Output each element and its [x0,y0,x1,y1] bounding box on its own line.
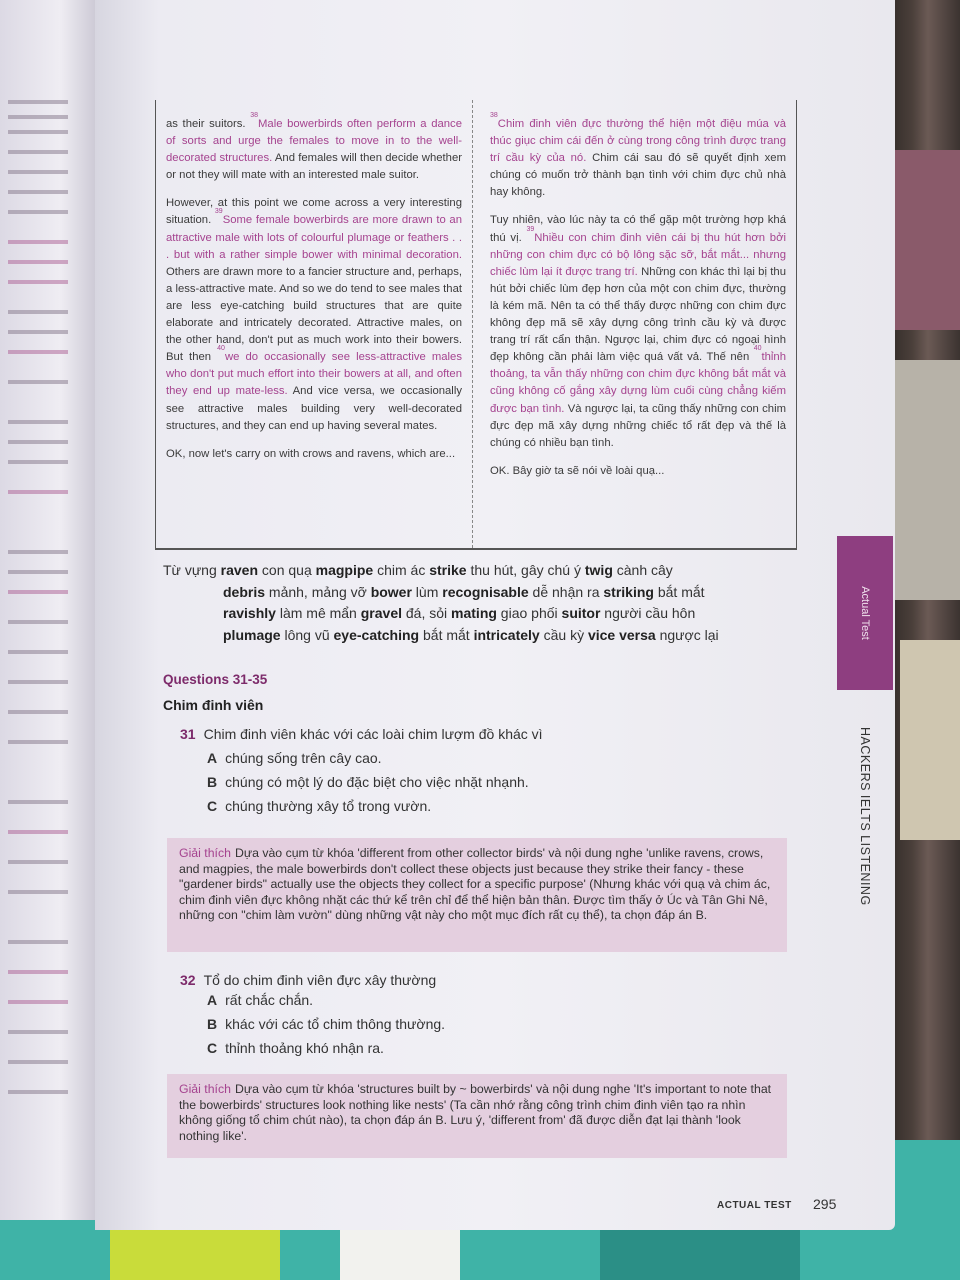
transcript-box [155,100,797,550]
section-side-tab [837,536,893,690]
transcript-text: And vice versa, we occasionally see attractive males building very well-decorated structures, and they can end up having several mates. [166,385,462,432]
vocabulary-entry: vice versa ngược lại [587,626,719,643]
question-32-option-c[interactable]: C thỉnh thoảng khó nhận ra. [207,1040,384,1056]
explanation-32 [167,1074,787,1158]
question-marker: 38 [250,112,258,119]
question-text: Chim đinh viên khác với các loài chim lượm đồ khác vì [203,726,543,742]
vocabulary-entry: gravel đá, sỏi [360,605,452,621]
transcript-paragraph: OK. Bây giờ ta sẽ nói về loài quạ... [490,464,665,477]
question-text: Tổ do chim đinh viên đực xây thường [203,972,437,988]
highlighted-text: $^{40}$we do occasionally see less-attractive males who don't put much effort into their bowers at all, and often they end up mate-less. [166,345,462,398]
vocabulary-label: Từ vựng [163,562,221,578]
highlighted-text: $^{39}$Nhiều con chim đinh viên cái bị thu hút hơn bởi những con chim đực có bộ lông sặc sỡ, bắt mắt... nhưng chiếc lùm lại ít được trang trí. [490,225,786,278]
explanation-text: Dựa vào cụm từ khóa 'different from other collector birds' và nội dung nghe 'unlike ravens, crows, and magpies, the male bowerbirds don't collect these objects just because they strike their fancy - these "gardener birds" actually use the objects they collect for a specific purpose' (Nhưng khác với quạ và chim ác, chim đinh viên đực không nhặt các thứ kể trên chỉ để thể hiện bản thân. Được tìm thấy ở Úc và Tân Ghi Nê, những con "chim làm vườn" dùng những vật này cho một mục đích rất cụ thể), ta chọn đáp án B. [179,846,771,922]
question-marker: 38 [490,112,498,119]
explanation-31 [167,838,787,952]
vocabulary-entry: intricately cầu kỳ [473,626,588,643]
book-page [95,0,895,1230]
transcript-text: Others are drawn more to a fancier structure and, perhaps, a less-attractive mate. And so we do tend to see males that are less eye-catching build structures that are quite elaborate and intricately decorated. Attractive males, on the other hand, don't put as much work into their bowers. But then [166,265,462,364]
explanation-text: Dựa vào cụm từ khóa 'structures built by ~ bowerbirds' và nội dung nghe 'It's important to note that the bowerbirds' structures look nothing like nests' (Ta cần nhớ rằng công trình chim đinh viên tạo ra nhìn không giống tổ chim chút nào), ta chọn đáp án B. Lưu ý, 'different from' đã được diễn đạt lại thành 'look nothing like'. [179,1082,772,1143]
question-marker: 39 [214,208,223,216]
vocabulary-entry: suitor người cầu hôn [561,605,696,621]
question-marker: 39 [526,225,535,233]
transcript-paragraph [490,212,786,451]
previous-page-edge [0,0,100,1220]
transcript-paragraph [166,112,462,184]
vocabulary-entry: recognisable dễ nhận ra [442,583,604,600]
question-31-option-a[interactable]: A chúng sống trên cây cao. [207,750,382,766]
vocabulary-entry: plumage lông vũ [223,626,334,643]
vocabulary-entry: ravishly làm mê mẩn [223,605,361,621]
vocabulary-list [163,560,803,646]
transcript-text: And females will then decide whether or not they will mate with an interested male suitor. [166,152,462,182]
highlighted-text: $^{39}$Some female bowerbirds are more drawn to an attractive male with lots of colourful plumage or feathers . . . but with a rather simple bower with minimal decoration. [166,208,462,261]
vocabulary-row [163,582,803,604]
question-marker: 40 [217,345,225,353]
question-marker: 40 [753,345,762,353]
transcript-text: Và ngược lại, ta cũng thấy những con chim đực đẹp mã xây dựng những chiếc tổ rất đẹp và thế là chúng có nhiều bạn tình. [490,402,786,449]
transcript-paragraph [166,195,462,434]
background-book [900,640,960,840]
highlighted-text: $^{38}$Male bowerbirds often perform a dance of sorts and urge the females to move in to the well-decorated structures. [166,112,462,165]
questions-title: Chim đinh viên [163,697,264,713]
side-tab-label: Actual Test [859,586,871,640]
transcript-english [166,112,462,474]
vocabulary-row [163,625,803,647]
transcript-text: Tuy nhiên, vào lúc này ta có thể gặp một trường hợp khá thú vị. [490,214,786,244]
question-number: 32 [180,972,196,988]
background-book-band [600,1230,800,1280]
highlighted-text: $^{40}$thỉnh thoảng, ta vẫn thấy những con chim đực không bắt mắt và cũng không cố gắng xây dựng lùm cuối cùng chẳng kiếm được bạn tình. [490,345,786,415]
vocabulary-entry: strike thu hút, gây chú ý [429,562,585,578]
transcript-text: Chim cái sau đó sẽ quyết định xem chúng có muốn trở thành bạn tình với chim đực chủ nhà hay không. [490,152,786,199]
transcript-text: Những con khác thì lại bị thu hút bởi chiếc lùm đẹp hơn của một con chim đực, thường là kém mã. Nên ta có thể thấy được những con chim đực không đẹp mã sẽ xây dựng công trình cầu kỳ và được trang trí rất cẩn thận. Ngược lại, chim đực có ngoại hình đẹp không cần phải làm việc quá vất vả. Thế nên [490,265,786,364]
transcript-text: However, at this point we come across a very interesting situation. [166,197,462,227]
vocabulary-entry: striking bắt mắt [603,583,705,600]
question-32-option-b[interactable]: B khác với các tổ chim thông thường. [207,1016,446,1032]
highlighted-text: $^{38}$Chim đinh viên đực thường thể hiện một điệu múa và thúc giục chim cái đến ở cùng trong công trình được trang trí cầu kỳ của nó. [490,112,786,165]
footer-section-label: ACTUAL TEST [717,1200,792,1211]
question-31-option-b[interactable]: B chúng có một lý do đặc biệt cho việc nhặt nhạnh. [207,774,529,790]
background-book [895,360,960,600]
questions-heading: Questions 31-35 [163,672,268,687]
question-32 [180,972,436,988]
vocabulary-entry: bower lùm [370,583,443,600]
transcript-text: as their suitors. [166,118,251,130]
page-number: 295 [813,1196,837,1212]
vocabulary-entry: debris mảnh, mảng vỡ [223,583,371,600]
vocabulary-entry: mating giao phối [451,605,562,621]
vocabulary-entry: magpipe chim ác [315,562,430,578]
series-brand: HACKERS IELTS LISTENING [858,727,872,906]
question-number: 31 [180,726,196,742]
column-divider [472,100,473,548]
question-32-option-a[interactable]: A rất chắc chắn. [207,992,314,1008]
vocabulary-entry: eye-catching bắt mắt [333,626,474,643]
background-book [890,150,960,330]
vocabulary-entry: twig cành cây [584,562,673,578]
transcript-paragraph: OK, now let's carry on with crows and ravens, which are... [166,447,456,460]
explanation-tag: Giải thích [179,846,231,860]
transcript-vietnamese [490,112,786,491]
vocabulary-row [163,603,803,625]
vocabulary-entry: raven con quạ [220,562,316,578]
vocabulary-row [163,560,803,582]
question-31-option-c[interactable]: C chúng thường xây tổ trong vườn. [207,798,432,814]
explanation-tag: Giải thích [179,1082,231,1096]
transcript-paragraph [490,112,786,201]
question-31 [180,726,543,742]
